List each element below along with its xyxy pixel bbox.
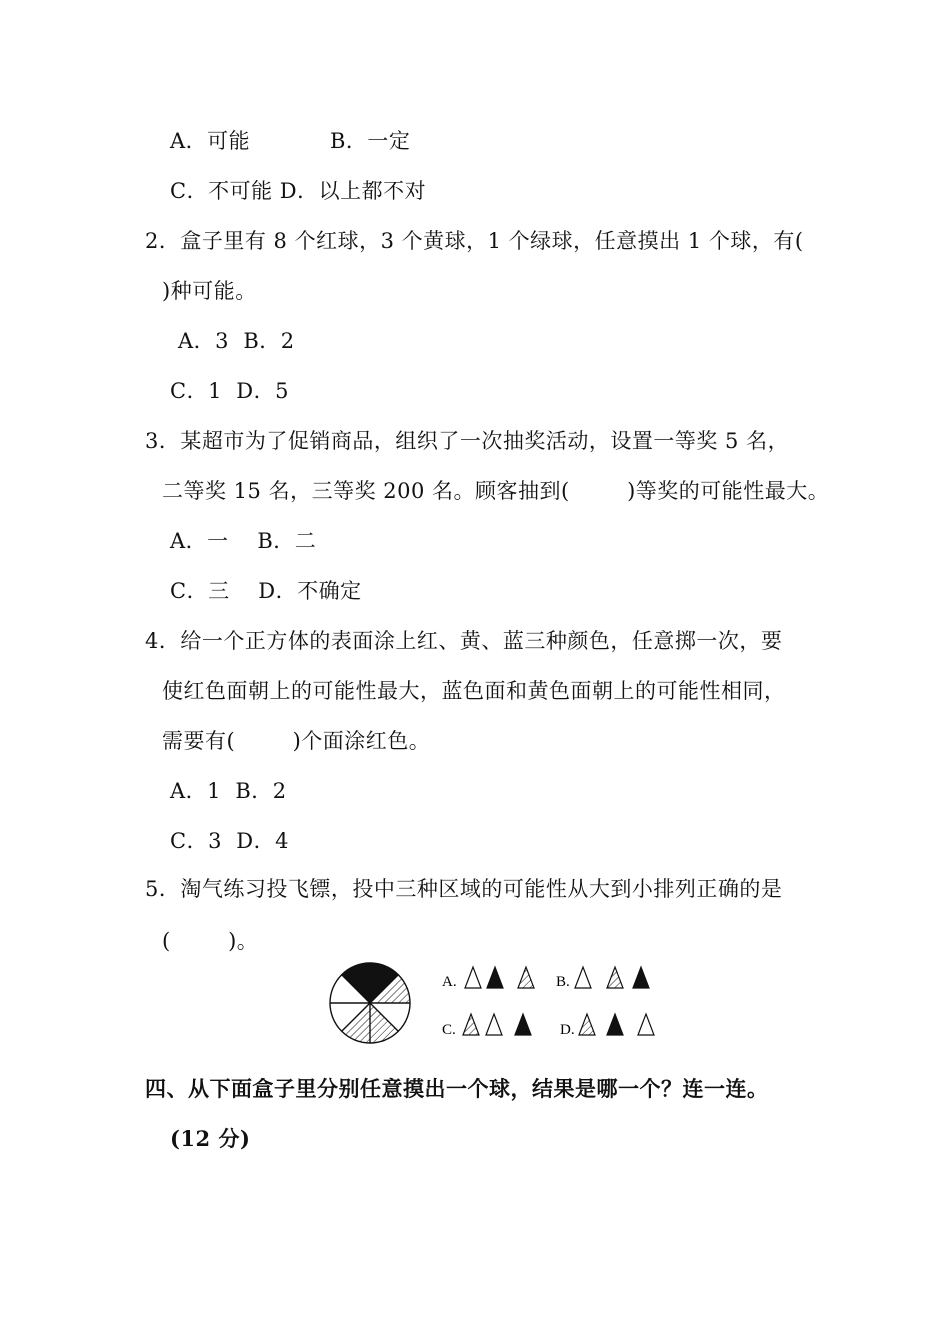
q5-line2: ( )。 (162, 929, 259, 953)
section4-score: (12 分) (170, 1126, 251, 1151)
q2-options-cd: C．1 D．5 (170, 379, 289, 403)
q3-options-cd: C．三 D．不确定 (170, 579, 362, 603)
q2-line1: 2．盒子里有 8 个红球，3 个黄球，1 个绿球，任意摸出 1 个球，有( (145, 229, 804, 253)
choice-b-black-cone-icon (633, 967, 649, 988)
choice-c-black-cone-icon (515, 1014, 531, 1035)
q2-options-ab: A．3 B．2 (178, 329, 295, 353)
choice-a-striped-cone-icon (518, 967, 534, 988)
choice-a-label: A. (442, 974, 457, 990)
q4-options-cd: C．3 D．4 (170, 829, 289, 853)
choice-b-white-cone-icon (575, 967, 591, 988)
q1-option-a: A．可能 (170, 129, 251, 153)
q4-line2: 使红色面朝上的可能性最大，蓝色面和黄色面朝上的可能性相同， (162, 679, 786, 703)
q4-options-ab: A．1 B．2 (170, 779, 287, 803)
choice-d-striped-cone-icon (579, 1014, 595, 1035)
q5-line1: 5．淘气练习投飞镖，投中三种区域的可能性从大到小排列正确的是 (145, 877, 783, 901)
choice-d-black-cone-icon (607, 1014, 623, 1035)
q3-line2: 二等奖 15 名，三等奖 200 名。顾客抽到( )等奖的可能性最大。 (162, 479, 830, 503)
q2-line2: )种可能。 (162, 279, 257, 303)
q1-options-cd: C．不可能 D．以上都不对 (170, 179, 427, 203)
section4-title: 四、从下面盒子里分别任意摸出一个球，结果是哪一个？连一连。 (145, 1076, 769, 1101)
q3-options-ab: A．一 B．二 (170, 529, 317, 553)
choice-d-white-cone-icon (638, 1014, 654, 1035)
choice-a-white-cone-icon (465, 967, 481, 988)
q4-line1: 4．给一个正方体的表面涂上红、黄、蓝三种颜色，任意掷一次，要 (145, 629, 783, 653)
choice-b-striped-cone-icon (607, 967, 623, 988)
q4-line3: 需要有( )个面涂红色。 (162, 729, 431, 753)
choice-a-black-cone-icon (487, 967, 503, 988)
choice-c-striped-cone-icon (463, 1014, 479, 1035)
choice-b-label: B. (556, 974, 570, 990)
choice-c-label: C. (442, 1022, 456, 1038)
q1-option-b: B．一定 (330, 129, 411, 153)
choice-d-label: D. (560, 1022, 575, 1038)
choice-c-white-cone-icon (486, 1014, 502, 1035)
dartboard-circle (330, 963, 410, 1043)
q3-line1: 3．某超市为了促销商品，组织了一次抽奖活动，设置一等奖 5 名， (145, 429, 790, 453)
dartboard-figure (322, 955, 667, 1055)
